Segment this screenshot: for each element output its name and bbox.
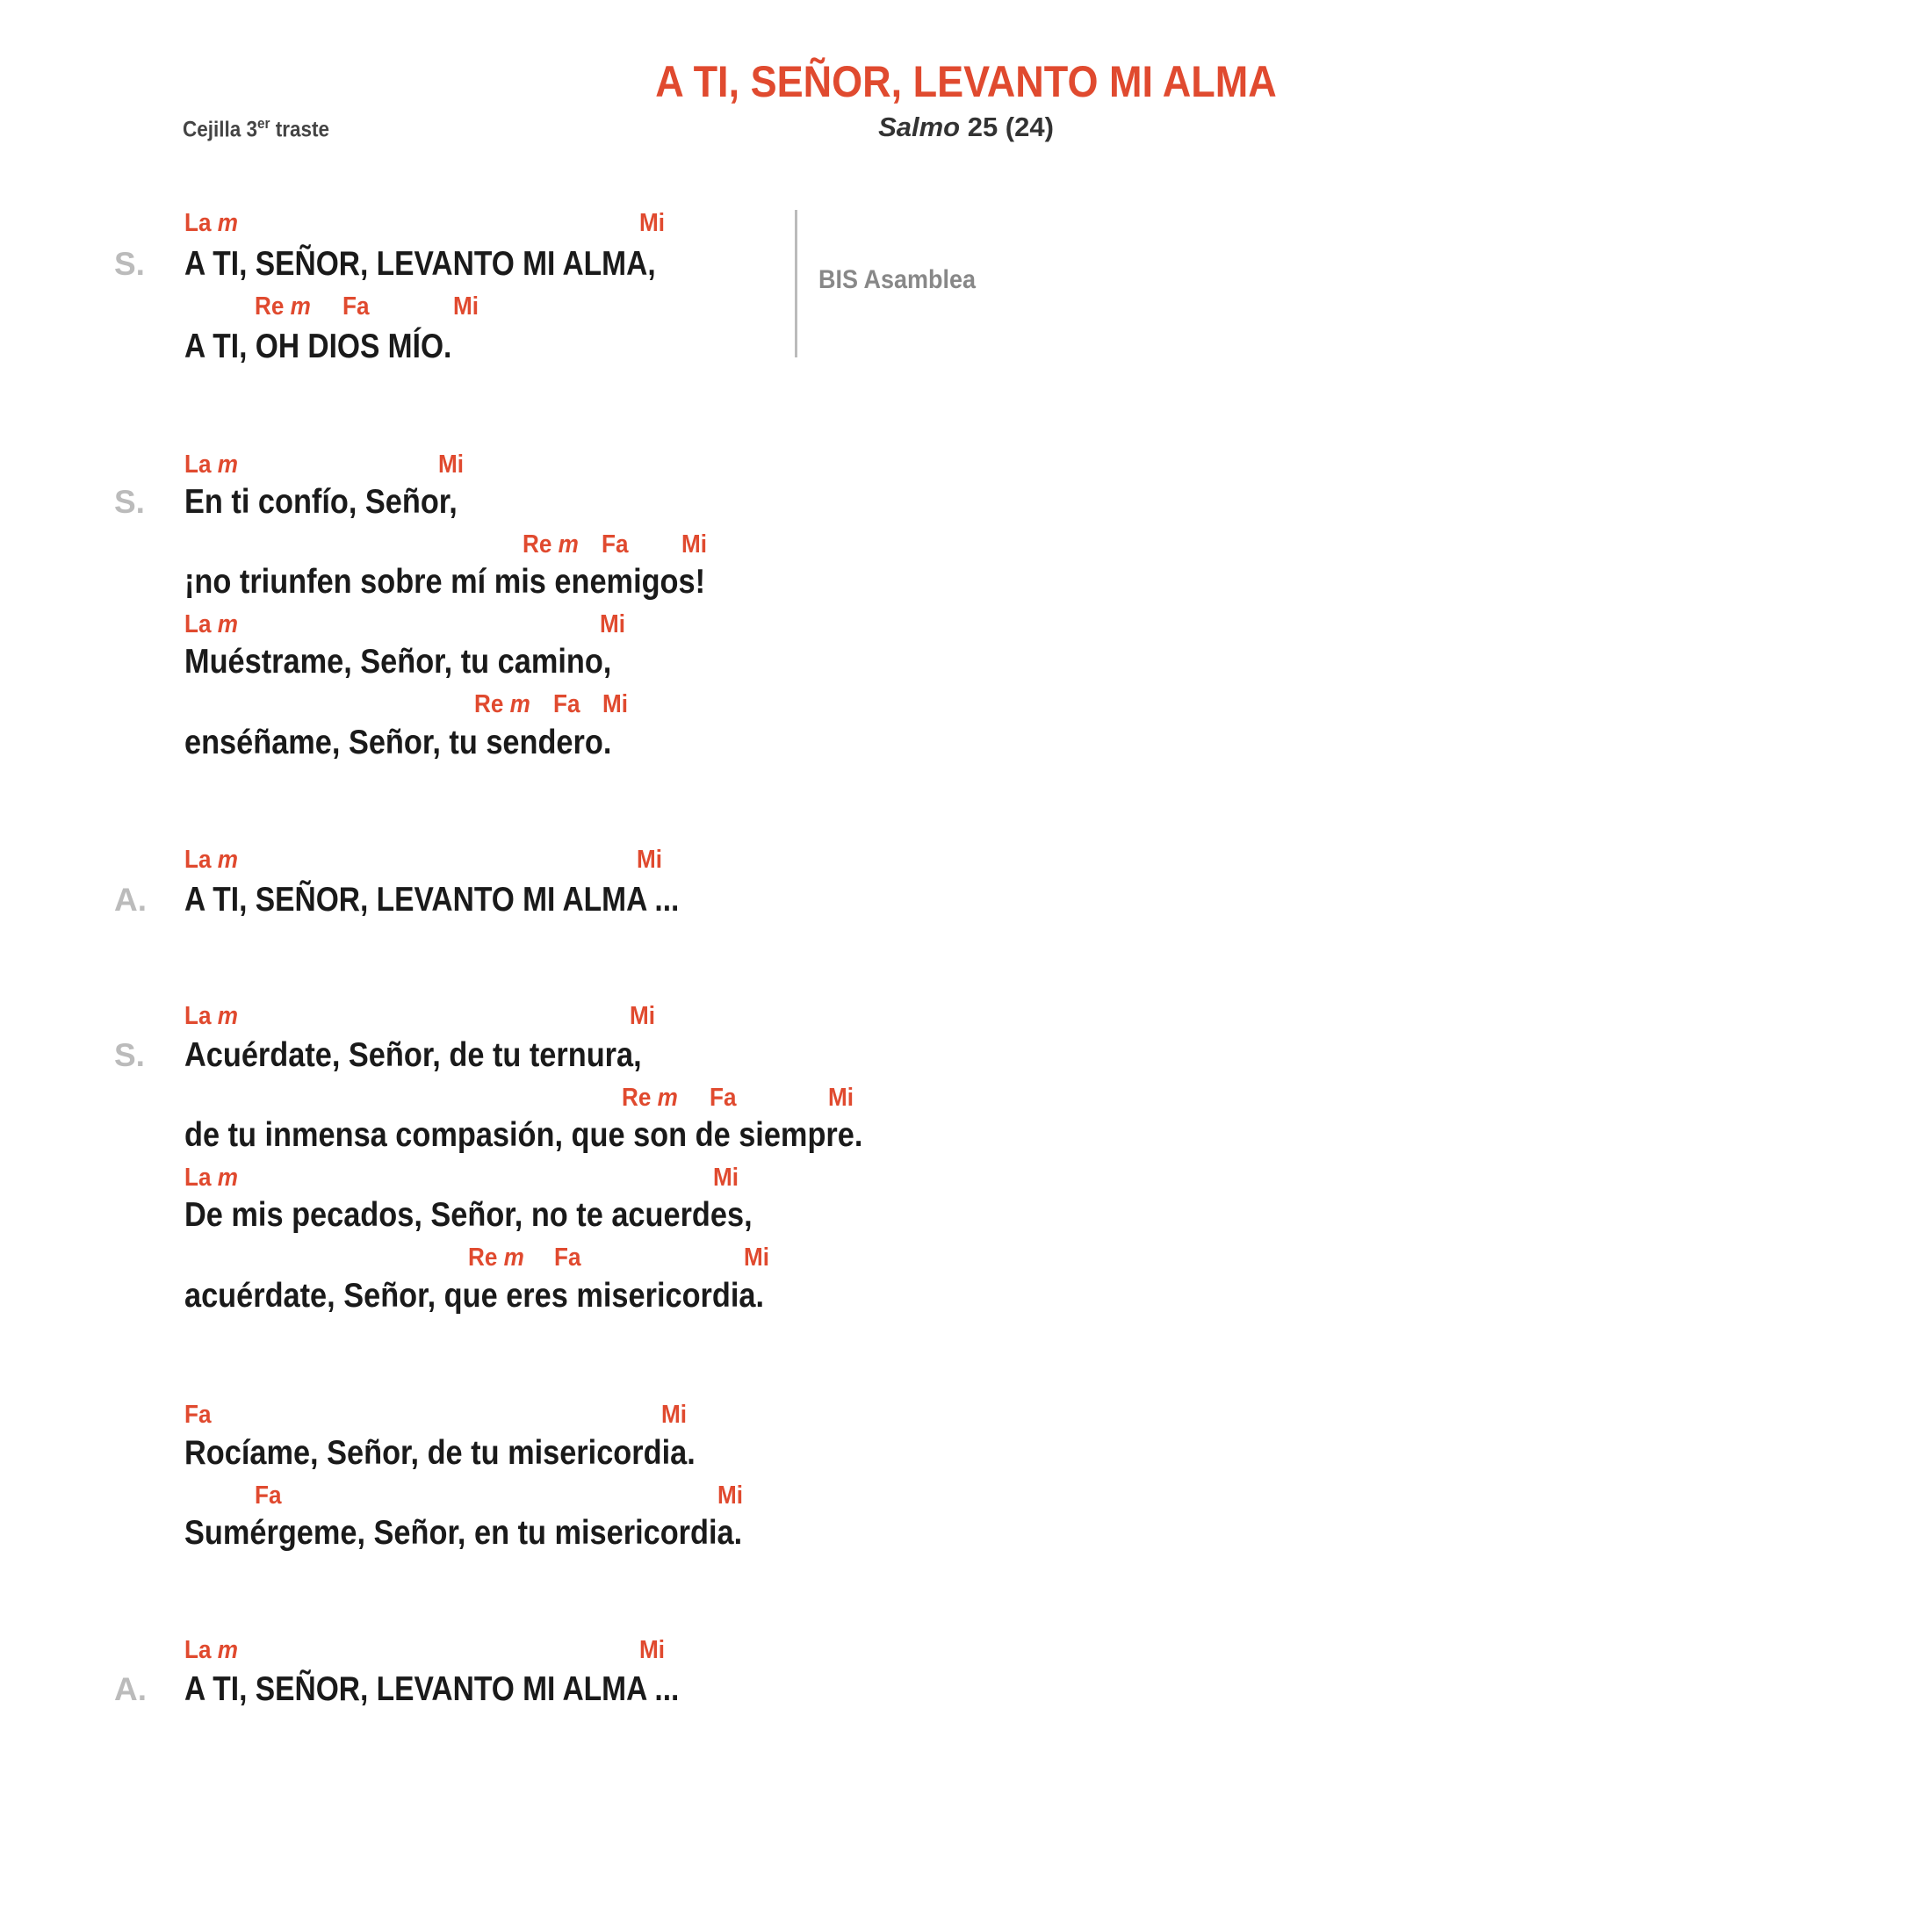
chord-mi: Mi (438, 451, 464, 479)
chord-fa: Fa (710, 1084, 737, 1112)
soloist-label: S. (114, 484, 145, 520)
capo-note: Cejilla 3er traste (183, 115, 330, 142)
chord-mi: Mi (600, 610, 625, 638)
lyric-line: enséñame, Señor, tu sendero. (184, 724, 612, 761)
chord-la-minor: La m (184, 846, 238, 874)
chord-la-minor: La m (184, 451, 238, 479)
lyric-line: acuérdate, Señor, que eres misericordia. (184, 1277, 765, 1315)
chord-fa: Fa (553, 690, 580, 718)
chord-mi: Mi (453, 292, 479, 321)
soloist-label: S. (114, 246, 145, 282)
chord-fa: Fa (602, 530, 629, 559)
chord-re-minor: Re m (255, 292, 311, 321)
chord-mi: Mi (744, 1244, 769, 1272)
chord-mi: Mi (639, 209, 665, 237)
chord-mi: Mi (681, 530, 707, 559)
chord-mi: Mi (717, 1481, 743, 1510)
chord-la-minor: La m (184, 209, 238, 237)
lyric-line: de tu inmensa compasión, que son de siempre. (184, 1116, 863, 1154)
chord-mi: Mi (828, 1084, 854, 1112)
lyric-line: Sumérgeme, Señor, en tu misericordia. (184, 1514, 743, 1552)
chord-mi: Mi (630, 1002, 655, 1030)
chord-re-minor: Re m (622, 1084, 678, 1112)
chord-mi: Mi (639, 1636, 665, 1664)
chord-mi: Mi (637, 846, 662, 874)
soloist-label: S. (114, 1037, 145, 1073)
chord-mi: Mi (602, 690, 628, 718)
repeat-bracket (795, 210, 797, 357)
lyric-line: De mis pecados, Señor, no te acuerdes, (184, 1196, 753, 1234)
bis-note: BIS Asamblea (818, 265, 977, 294)
chord-re-minor: Re m (468, 1244, 524, 1272)
lyric-line: En ti confío, Señor, (184, 483, 458, 521)
lyric-line: Acuérdate, Señor, de tu ternura, (184, 1036, 642, 1074)
chord-mi: Mi (661, 1401, 687, 1429)
chord-la-minor: La m (184, 1164, 238, 1192)
chord-re-minor: Re m (523, 530, 579, 559)
chord-fa: Fa (554, 1244, 581, 1272)
chord-fa: Fa (255, 1481, 282, 1510)
chord-fa: Fa (184, 1401, 212, 1429)
chord-la-minor: La m (184, 610, 238, 638)
lyric-line: Rocíame, Señor, de tu misericordia. (184, 1434, 696, 1472)
chord-re-minor: Re m (474, 690, 530, 718)
lyric-line: A TI, SEÑOR, LEVANTO MI ALMA, (184, 245, 656, 283)
chord-fa: Fa (342, 292, 370, 321)
psalm-reference: Salmo 25 (24) (878, 112, 1054, 142)
lyric-line: A TI, OH DIOS MÍO. (184, 328, 452, 365)
lyric-line: ¡no triunfen sobre mí mis enemigos! (184, 563, 706, 601)
chord-mi: Mi (713, 1164, 739, 1192)
chord-la-minor: La m (184, 1636, 238, 1664)
lyric-line: Muéstrame, Señor, tu camino, (184, 643, 612, 681)
lyric-line: A TI, SEÑOR, LEVANTO MI ALMA ... (184, 1670, 680, 1708)
assembly-label: A. (114, 882, 147, 918)
lyric-line: A TI, SEÑOR, LEVANTO MI ALMA ... (184, 881, 680, 919)
assembly-label: A. (114, 1671, 147, 1707)
chord-la-minor: La m (184, 1002, 238, 1030)
song-title: A TI, SEÑOR, LEVANTO MI ALMA (655, 57, 1277, 106)
